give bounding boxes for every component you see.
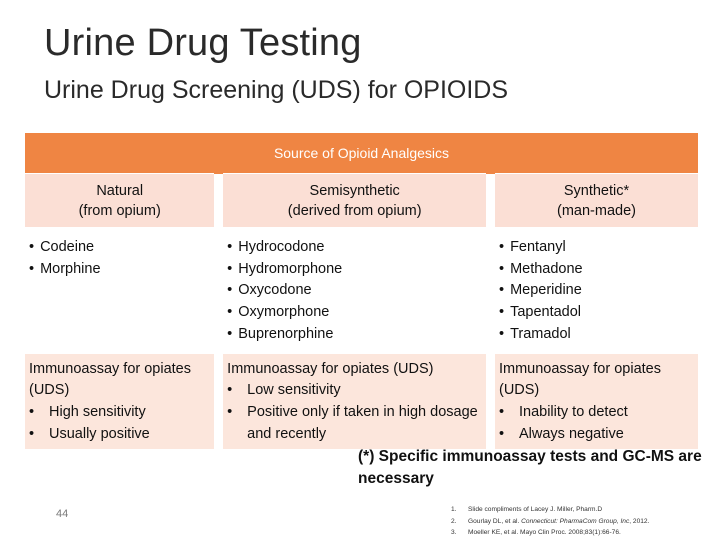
list-item: • Oxymorphone: [227, 302, 482, 324]
list-item: • Low sensitivity: [227, 380, 483, 402]
list-item: • Tramadol: [499, 324, 694, 346]
bullet-marker: •: [227, 382, 233, 399]
list-item: • Morphine: [29, 259, 210, 281]
natural-immunoassay: [25, 354, 214, 450]
list-item: • Inability to detect: [499, 402, 695, 424]
list-item: • High sensitivity: [29, 402, 211, 424]
immunoassay-heading: Immunoassay for opiates (UDS): [498, 360, 661, 399]
immunoassay-heading: Immunoassay for opiates (UDS): [29, 360, 191, 399]
category-synthetic: [495, 174, 698, 228]
synthetic-immunoassay: [495, 354, 698, 450]
list-item: • Codeine: [29, 237, 210, 259]
synthetic-drug-list: [495, 227, 698, 354]
list-item: • Methadone: [499, 259, 694, 281]
list-item: • Hydromorphone: [227, 259, 482, 281]
category-natural-desc: (from opium): [78, 202, 161, 219]
list-item: • Always negative: [499, 424, 695, 446]
immunoassay-heading: Immunoassay for opiates (UDS): [227, 360, 434, 377]
bullet-marker: •: [227, 403, 233, 420]
category-semisynthetic-desc: (derived from opium): [287, 202, 422, 219]
reference-item: 2. Gourlay DL, et al. Connecticut: PharmaCom Group, Inc, 2012.: [451, 517, 650, 525]
list-item: • Usually positive: [29, 424, 211, 446]
list-item: • Meperidine: [499, 280, 694, 302]
slide-title: Urine Drug Testing: [44, 22, 362, 64]
list-item: • Fentanyl: [499, 237, 694, 259]
list-item: • Positive only if taken in high dosage and recently: [227, 403, 478, 442]
category-semisynthetic: [223, 174, 486, 228]
category-synthetic-name: Synthetic*: [563, 182, 630, 199]
semisynthetic-drug-list: [223, 227, 486, 354]
category-natural-name: Natural: [96, 182, 144, 199]
bullet-marker: •: [29, 425, 35, 442]
table-header: Source of Opioid Analgesics: [25, 133, 698, 174]
list-item: • Hydrocodone: [227, 237, 482, 259]
bullet-marker: •: [29, 403, 35, 420]
list-item: • Tapentadol: [499, 302, 694, 324]
references: [451, 504, 716, 539]
category-semisynthetic-name: Semisynthetic: [309, 182, 400, 199]
opioid-sources-table: [25, 133, 698, 449]
natural-drug-list: [25, 227, 214, 354]
page-number: 44: [56, 508, 69, 520]
list-item: • Oxycodone: [227, 280, 482, 302]
bullet-marker: •: [498, 403, 505, 420]
slide-subtitle: Urine Drug Screening (UDS) for OPIOIDS: [44, 76, 509, 104]
list-item: • Buprenorphine: [227, 324, 482, 346]
semisynthetic-immunoassay: [223, 354, 486, 450]
bullet-marker: •: [498, 425, 505, 442]
category-synthetic-desc: (man-made): [557, 202, 636, 219]
synthetic-footnote: (*) Specific immunoassay tests and GC-MS are necessary: [358, 448, 702, 487]
reference-item: 3. Moeller KE, et al. Mayo Clin Proc. 2008;83(1):66-76.: [451, 529, 621, 537]
reference-item: 1. Slide compliments of Lacey J. Miller, Pharm.D: [451, 506, 603, 513]
category-natural: [25, 174, 214, 228]
